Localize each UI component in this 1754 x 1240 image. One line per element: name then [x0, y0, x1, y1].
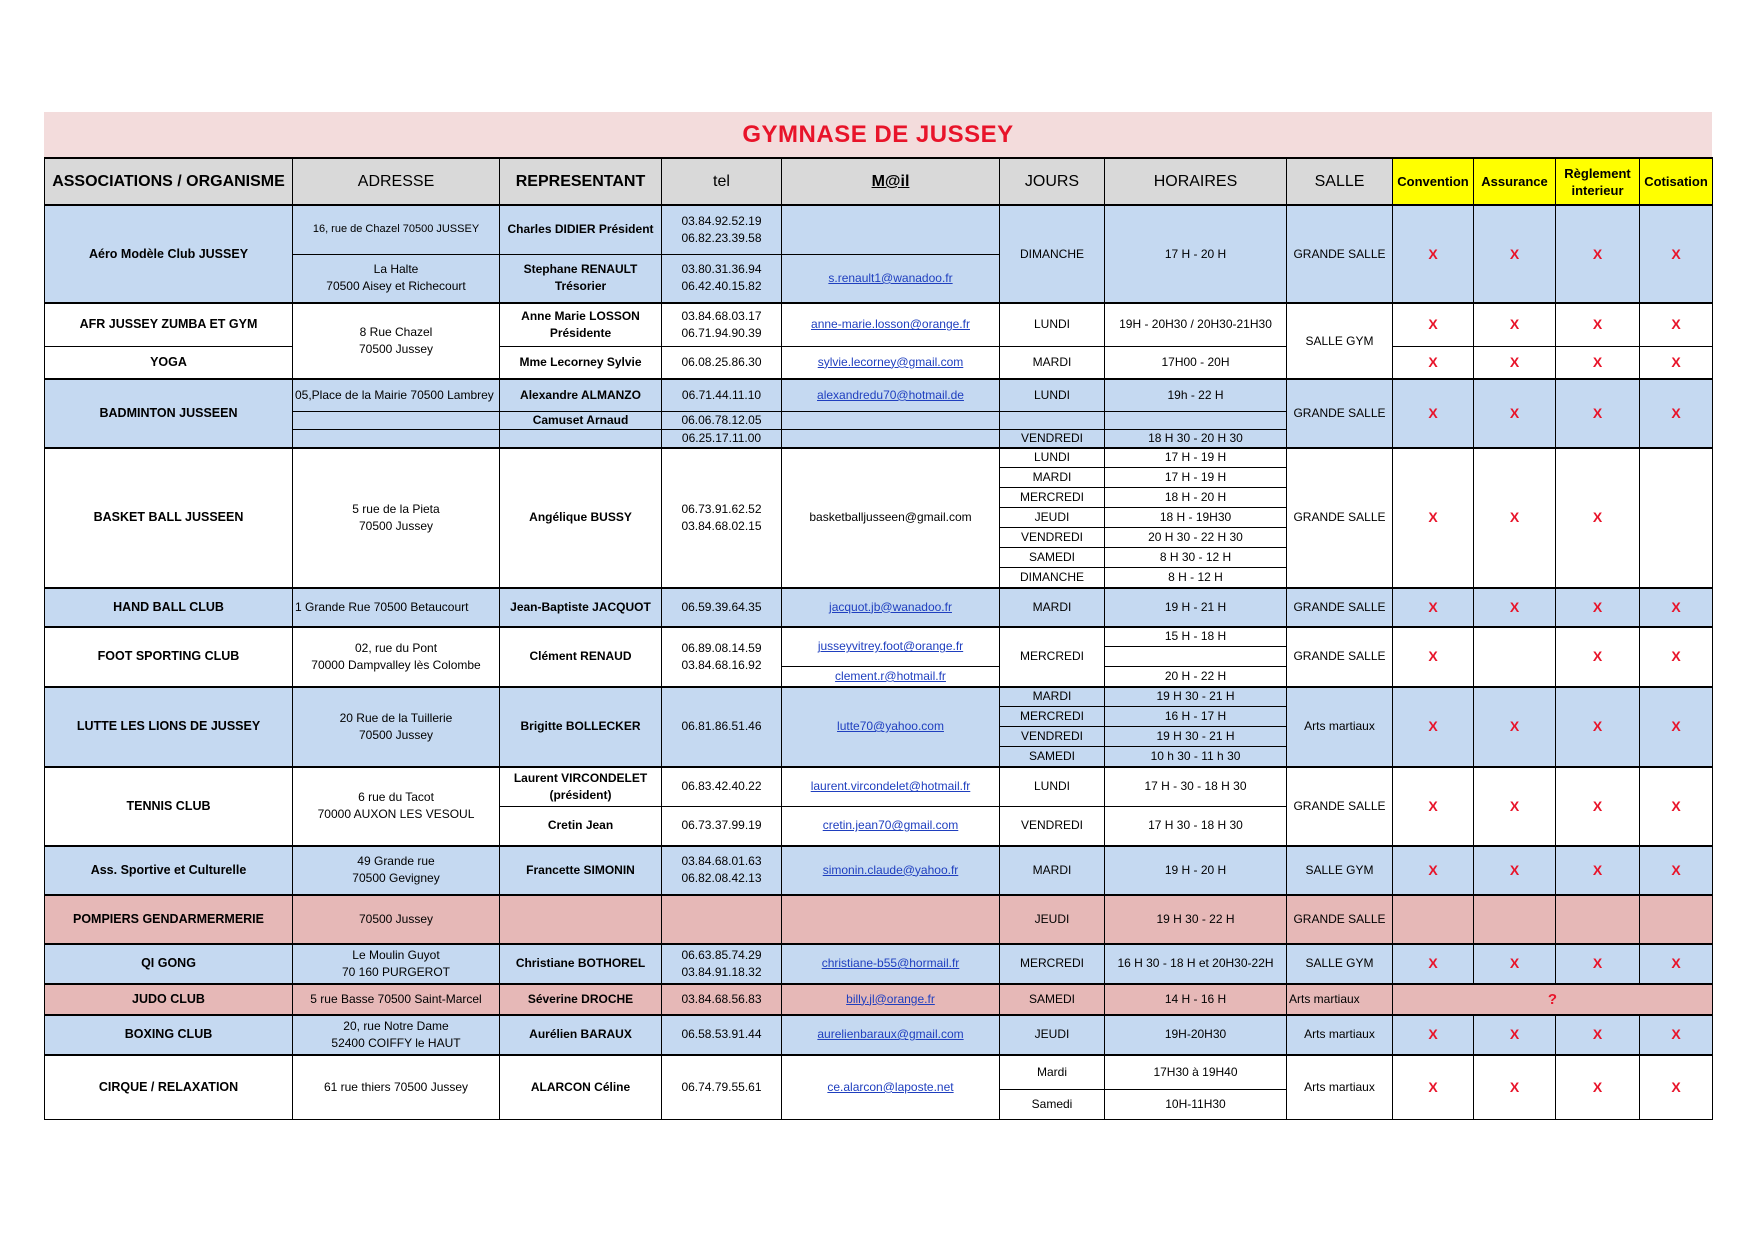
reglement-mark — [1556, 895, 1640, 944]
convention-mark: X — [1393, 448, 1474, 588]
email — [782, 895, 1000, 944]
hours: 8 H - 12 H — [1105, 568, 1287, 588]
days: MARDI — [1000, 346, 1105, 379]
assurance-mark: X — [1474, 944, 1556, 984]
table-row — [45, 846, 1713, 895]
org-name: LUTTE LES LIONS DE JUSSEY — [45, 687, 293, 767]
cotisation-mark: X — [1640, 346, 1713, 379]
address — [293, 411, 500, 429]
cotisation-mark: X — [1640, 1015, 1713, 1055]
room: GRANDE SALLE — [1287, 767, 1393, 846]
phone: 06.25.17.11.00 — [662, 429, 782, 448]
table-row — [45, 448, 1713, 468]
reglement-mark: X — [1556, 588, 1640, 627]
reglement-mark: X — [1556, 944, 1640, 984]
room: GRANDE SALLE — [1287, 379, 1393, 448]
days: LUNDI — [1000, 767, 1105, 807]
convention-mark: X — [1393, 205, 1474, 303]
hours: 10H-11H30 — [1105, 1090, 1287, 1120]
address: 5 rue de la Pieta 70500 Jussey — [293, 448, 500, 588]
phone: 06.74.79.55.61 — [662, 1055, 782, 1120]
cotisation-mark: X — [1640, 687, 1713, 767]
days: JEUDI — [1000, 508, 1105, 528]
table-row — [45, 1055, 1713, 1090]
days: VENDREDI — [1000, 807, 1105, 846]
convention-mark: X — [1393, 627, 1474, 687]
table-row — [45, 379, 1713, 411]
table-row — [45, 767, 1713, 807]
hours: 20 H - 22 H — [1105, 667, 1287, 687]
days: VENDREDI — [1000, 429, 1105, 448]
email-link[interactable]: lutte70@yahoo.com — [782, 687, 1000, 767]
days: JEUDI — [1000, 1015, 1105, 1055]
days: MARDI — [1000, 687, 1105, 707]
assurance-mark: X — [1474, 303, 1556, 346]
days: MERCREDI — [1000, 944, 1105, 984]
representative: Mme Lecorney Sylvie — [500, 346, 662, 379]
address: 6 rue du Tacot 70000 AUXON LES VESOUL — [293, 767, 500, 846]
phone: 06.73.91.62.52 03.84.68.02.15 — [662, 448, 782, 588]
address: La Halte 70500 Aisey et Richecourt — [293, 254, 500, 303]
phone: 03.84.68.01.63 06.82.08.42.13 — [662, 846, 782, 895]
email — [782, 411, 1000, 429]
address: Le Moulin Guyot 70 160 PURGEROT — [293, 944, 500, 984]
assurance-mark: X — [1474, 1055, 1556, 1120]
email-link[interactable]: alexandredu70@hotmail.de — [782, 379, 1000, 411]
representative — [500, 895, 662, 944]
reglement-mark: X — [1556, 205, 1640, 303]
status-unknown: ? — [1393, 984, 1713, 1015]
assurance-mark: X — [1474, 448, 1556, 588]
reglement-mark: X — [1556, 448, 1640, 588]
days: MERCREDI — [1000, 707, 1105, 727]
hours: 16 H - 17 H — [1105, 707, 1287, 727]
address: 49 Grande rue 70500 Gevigney — [293, 846, 500, 895]
room: SALLE GYM — [1287, 846, 1393, 895]
hours: 18 H - 20 H — [1105, 488, 1287, 508]
org-name: CIRQUE / RELAXATION — [45, 1055, 293, 1120]
hours: 15 H - 18 H — [1105, 627, 1287, 647]
hours: 19 H 30 - 22 H — [1105, 895, 1287, 944]
address: 16, rue de Chazel 70500 JUSSEY — [293, 205, 500, 254]
room: Arts martiaux — [1287, 1015, 1393, 1055]
table-row — [45, 944, 1713, 984]
phone: 06.81.86.51.46 — [662, 687, 782, 767]
reglement-mark: X — [1556, 687, 1640, 767]
representative: Christiane BOTHOREL — [500, 944, 662, 984]
hours: 17 H - 19 H — [1105, 468, 1287, 488]
email-link[interactable]: aurelienbaraux@gmail.com — [782, 1015, 1000, 1055]
room: Arts martiaux — [1287, 1055, 1393, 1120]
address: 70500 Jussey — [293, 895, 500, 944]
header-convention: Convention — [1393, 158, 1474, 205]
header-salle: SALLE — [1287, 158, 1393, 205]
reglement-mark: X — [1556, 346, 1640, 379]
hours: 17H30 à 19H40 — [1105, 1055, 1287, 1090]
days: SAMEDI — [1000, 984, 1105, 1015]
reglement-mark: X — [1556, 767, 1640, 846]
hours: 17 H - 20 H — [1105, 205, 1287, 303]
phone: 06.58.53.91.44 — [662, 1015, 782, 1055]
phone: 06.71.44.11.10 — [662, 379, 782, 411]
assurance-mark: X — [1474, 846, 1556, 895]
email — [782, 205, 1000, 254]
days: MARDI — [1000, 588, 1105, 627]
days: DIMANCHE — [1000, 205, 1105, 303]
reglement-mark: X — [1556, 627, 1640, 687]
org-name: YOGA — [45, 346, 293, 379]
header-assurance: Assurance — [1474, 158, 1556, 205]
convention-mark: X — [1393, 588, 1474, 627]
cotisation-mark: X — [1640, 379, 1713, 448]
hours: 16 H 30 - 18 H et 20H30-22H — [1105, 944, 1287, 984]
address: 8 Rue Chazel 70500 Jussey — [293, 303, 500, 379]
hours: 19h - 22 H — [1105, 379, 1287, 411]
days: LUNDI — [1000, 303, 1105, 346]
assurance-mark: X — [1474, 767, 1556, 846]
assurance-mark: X — [1474, 588, 1556, 627]
table-row — [45, 895, 1713, 944]
assurance-mark: X — [1474, 1015, 1556, 1055]
phone: 06.89.08.14.59 03.84.68.16.92 — [662, 627, 782, 687]
hours: 18 H - 19H30 — [1105, 508, 1287, 528]
room: SALLE GYM — [1287, 944, 1393, 984]
org-name: TENNIS CLUB — [45, 767, 293, 846]
header-mail: M@il — [782, 158, 1000, 205]
cotisation-mark: X — [1640, 1055, 1713, 1120]
cotisation-mark: X — [1640, 846, 1713, 895]
table-row — [45, 303, 1713, 346]
assurance-mark: X — [1474, 687, 1556, 767]
hours: 14 H - 16 H — [1105, 984, 1287, 1015]
email-link[interactable]: jusseyvitrey.foot@orange.fr — [782, 627, 1000, 667]
hours — [1105, 411, 1287, 429]
org-name: BOXING CLUB — [45, 1015, 293, 1055]
hours: 17H00 - 20H — [1105, 346, 1287, 379]
assurance-mark: X — [1474, 346, 1556, 379]
address: 05,Place de la Mairie 70500 Lambrey — [293, 379, 500, 411]
address: 20, rue Notre Dame 52400 COIFFY le HAUT — [293, 1015, 500, 1055]
days — [1000, 411, 1105, 429]
representative: Clément RENAUD — [500, 627, 662, 687]
reglement-mark: X — [1556, 1015, 1640, 1055]
email-link[interactable]: jacquot.jb@wanadoo.fr — [782, 588, 1000, 627]
representative: Aurélien BARAUX — [500, 1015, 662, 1055]
phone: 06.83.42.40.22 — [662, 767, 782, 807]
representative: Angélique BUSSY — [500, 448, 662, 588]
email-link[interactable]: anne-marie.losson@orange.fr — [782, 303, 1000, 346]
phone: 03.84.68.56.83 — [662, 984, 782, 1015]
email-link[interactable]: laurent.vircondelet@hotmail.fr — [782, 767, 1000, 807]
hours: 17 H - 19 H — [1105, 448, 1287, 468]
hours: 17 H - 30 - 18 H 30 — [1105, 767, 1287, 807]
address: 02, rue du Pont 70000 Dampvalley lès Colombe — [293, 627, 500, 687]
phone: 06.08.25.86.30 — [662, 346, 782, 379]
phone: 03.84.68.03.17 06.71.94.90.39 — [662, 303, 782, 346]
representative: Cretin Jean — [500, 807, 662, 846]
convention-mark: X — [1393, 379, 1474, 448]
room: GRANDE SALLE — [1287, 588, 1393, 627]
header-horaires: HORAIRES — [1105, 158, 1287, 205]
table-row — [45, 984, 1713, 1015]
cotisation-mark: X — [1640, 303, 1713, 346]
table-row — [45, 687, 1713, 707]
page-title: GYMNASE DE JUSSEY — [44, 112, 1712, 157]
representative: Charles DIDIER Président — [500, 205, 662, 254]
hours: 19H - 20H30 / 20H30-21H30 — [1105, 303, 1287, 346]
convention-mark — [1393, 895, 1474, 944]
email-link[interactable]: s.renault1@wanadoo.fr — [782, 254, 1000, 303]
email-link[interactable]: clement.r@hotmail.fr — [782, 667, 1000, 687]
reglement-mark: X — [1556, 846, 1640, 895]
cotisation-mark: X — [1640, 944, 1713, 984]
room: GRANDE SALLE — [1287, 448, 1393, 588]
days: SAMEDI — [1000, 747, 1105, 767]
cotisation-mark: X — [1640, 767, 1713, 846]
hours: 17 H 30 - 18 H 30 — [1105, 807, 1287, 846]
hours: 18 H 30 - 20 H 30 — [1105, 429, 1287, 448]
representative: Francette SIMONIN — [500, 846, 662, 895]
hours: 19 H - 21 H — [1105, 588, 1287, 627]
address: 1 Grande Rue 70500 Betaucourt — [293, 588, 500, 627]
cotisation-mark: X — [1640, 627, 1713, 687]
representative: Séverine DROCHE — [500, 984, 662, 1015]
reglement-mark: X — [1556, 379, 1640, 448]
room: SALLE GYM — [1287, 303, 1393, 379]
hours: 19H-20H30 — [1105, 1015, 1287, 1055]
email-link[interactable]: cretin.jean70@gmail.com — [782, 807, 1000, 846]
convention-mark: X — [1393, 767, 1474, 846]
assurance-mark: X — [1474, 205, 1556, 303]
header-jours: JOURS — [1000, 158, 1105, 205]
email-link[interactable]: ce.alarcon@laposte.net — [782, 1055, 1000, 1120]
phone: 03.80.31.36.94 06.42.40.15.82 — [662, 254, 782, 303]
email — [782, 429, 1000, 448]
org-name: QI GONG — [45, 944, 293, 984]
clubs-table — [44, 157, 1713, 1120]
representative: ALARCON Céline — [500, 1055, 662, 1120]
hours: 19 H 30 - 21 H — [1105, 727, 1287, 747]
phone: 06.06.78.12.05 — [662, 411, 782, 429]
days: JEUDI — [1000, 895, 1105, 944]
representative: Alexandre ALMANZO — [500, 379, 662, 411]
table-row — [45, 627, 1713, 647]
days: DIMANCHE — [1000, 568, 1105, 588]
representative: Anne Marie LOSSON Présidente — [500, 303, 662, 346]
days: MARDI — [1000, 846, 1105, 895]
reglement-mark: X — [1556, 1055, 1640, 1120]
phone — [662, 895, 782, 944]
cotisation-mark — [1640, 448, 1713, 588]
phone: 06.59.39.64.35 — [662, 588, 782, 627]
email-link[interactable]: sylvie.lecorney@gmail.com — [782, 346, 1000, 379]
hours: 19 H 30 - 21 H — [1105, 687, 1287, 707]
hours — [1105, 647, 1287, 667]
org-name: Ass. Sportive et Culturelle — [45, 846, 293, 895]
org-name: HAND BALL CLUB — [45, 588, 293, 627]
address: 5 rue Basse 70500 Saint-Marcel — [293, 984, 500, 1015]
representative: Camuset Arnaud — [500, 411, 662, 429]
representative: Stephane RENAULT Trésorier — [500, 254, 662, 303]
cotisation-mark: X — [1640, 205, 1713, 303]
phone: 03.84.92.52.19 06.82.23.39.58 — [662, 205, 782, 254]
room: GRANDE SALLE — [1287, 205, 1393, 303]
header-tel: tel — [662, 158, 782, 205]
header-representant: REPRESENTANT — [500, 158, 662, 205]
representative: Laurent VIRCONDELET (président) — [500, 767, 662, 807]
room: GRANDE SALLE — [1287, 627, 1393, 687]
address: 61 rue thiers 70500 Jussey — [293, 1055, 500, 1120]
hours: 20 H 30 - 22 H 30 — [1105, 528, 1287, 548]
header-row — [45, 158, 1713, 205]
hours: 8 H 30 - 12 H — [1105, 548, 1287, 568]
org-name: BASKET BALL JUSSEEN — [45, 448, 293, 588]
phone: 06.73.37.99.19 — [662, 807, 782, 846]
convention-mark: X — [1393, 346, 1474, 379]
convention-mark: X — [1393, 944, 1474, 984]
room: Arts martiaux — [1287, 984, 1393, 1015]
header-cotisation: Cotisation — [1640, 158, 1713, 205]
org-name: BADMINTON JUSSEEN — [45, 379, 293, 448]
assurance-mark — [1474, 627, 1556, 687]
convention-mark: X — [1393, 846, 1474, 895]
convention-mark: X — [1393, 1055, 1474, 1120]
assurance-mark: X — [1474, 379, 1556, 448]
table-row — [45, 205, 1713, 254]
convention-mark: X — [1393, 1015, 1474, 1055]
email: basketballjusseen@gmail.com — [782, 448, 1000, 588]
days: LUNDI — [1000, 379, 1105, 411]
convention-mark: X — [1393, 687, 1474, 767]
address: 20 Rue de la Tuillerie 70500 Jussey — [293, 687, 500, 767]
days: VENDREDI — [1000, 528, 1105, 548]
hours: 10 h 30 - 11 h 30 — [1105, 747, 1287, 767]
days: MARDI — [1000, 468, 1105, 488]
hours: 19 H - 20 H — [1105, 846, 1287, 895]
table-row — [45, 1015, 1713, 1055]
days: SAMEDI — [1000, 548, 1105, 568]
club-sheet — [44, 112, 1712, 1120]
days: MERCREDI — [1000, 627, 1105, 687]
representative — [500, 429, 662, 448]
representative: Jean-Baptiste JACQUOT — [500, 588, 662, 627]
table-row — [45, 588, 1713, 627]
address — [293, 429, 500, 448]
email-link[interactable]: christiane-b55@hormail.fr — [782, 944, 1000, 984]
phone: 06.63.85.74.29 03.84.91.18.32 — [662, 944, 782, 984]
room: GRANDE SALLE — [1287, 895, 1393, 944]
assurance-mark — [1474, 895, 1556, 944]
cotisation-mark — [1640, 895, 1713, 944]
org-name: JUDO CLUB — [45, 984, 293, 1015]
org-name: Aéro Modèle Club JUSSEY — [45, 205, 293, 303]
representative: Brigitte BOLLECKER — [500, 687, 662, 767]
header-adresse: ADRESSE — [293, 158, 500, 205]
convention-mark: X — [1393, 303, 1474, 346]
reglement-mark: X — [1556, 303, 1640, 346]
cotisation-mark: X — [1640, 588, 1713, 627]
email-link[interactable]: billy.jl@orange.fr — [782, 984, 1000, 1015]
days: VENDREDI — [1000, 727, 1105, 747]
days: LUNDI — [1000, 448, 1105, 468]
header-org: ASSOCIATIONS / ORGANISME — [45, 158, 293, 205]
org-name: POMPIERS GENDARMERMERIE — [45, 895, 293, 944]
days: Mardi — [1000, 1055, 1105, 1090]
days: MERCREDI — [1000, 488, 1105, 508]
header-reglement: Règlement interieur — [1556, 158, 1640, 205]
org-name: FOOT SPORTING CLUB — [45, 627, 293, 687]
org-name: AFR JUSSEY ZUMBA ET GYM — [45, 303, 293, 346]
days: Samedi — [1000, 1090, 1105, 1120]
room: Arts martiaux — [1287, 687, 1393, 767]
email-link[interactable]: simonin.claude@yahoo.fr — [782, 846, 1000, 895]
